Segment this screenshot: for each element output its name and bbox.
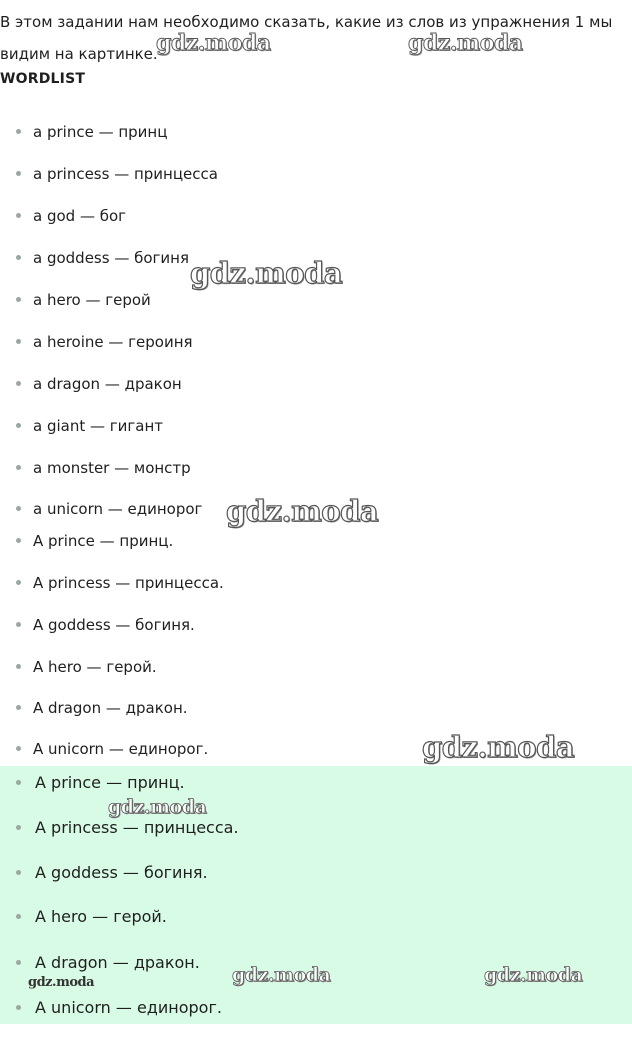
watermark: gdz.moda — [108, 796, 207, 818]
bullet-icon — [16, 870, 21, 875]
watermark: gdz.moda — [422, 730, 575, 764]
list-item — [16, 739, 208, 759]
list-item-text: A prince — принц. — [33, 532, 174, 550]
bullet-icon — [16, 506, 21, 511]
list-item — [16, 818, 239, 838]
list-item — [16, 773, 185, 793]
list-item-text: a hero — герой — [33, 291, 151, 309]
list-item-text: A unicorn — единорог. — [35, 998, 222, 1017]
list-item-text: A hero — герой. — [33, 658, 157, 676]
list-item — [16, 332, 193, 352]
list-item — [16, 998, 222, 1018]
list-item-text: a dragon — дракон — [33, 375, 182, 393]
list-item — [16, 953, 200, 973]
bullet-icon — [16, 213, 21, 218]
bullet-icon — [16, 825, 21, 830]
list-item — [16, 290, 151, 310]
list-item — [16, 863, 208, 883]
list-item — [16, 573, 224, 593]
bullet-icon — [16, 746, 21, 751]
list-item — [16, 248, 189, 268]
list-item — [16, 698, 188, 718]
list-item — [16, 531, 173, 551]
bullet-icon — [16, 622, 21, 627]
list-item-text: a goddess — богиня — [33, 249, 189, 267]
intro-text: В этом задании нам необходимо сказать, какие из слов из упражнения 1 мы видим на картинке. — [0, 13, 613, 63]
bullet-icon — [16, 171, 21, 176]
watermark: gdz.moda — [226, 494, 379, 528]
bullet-icon — [16, 914, 21, 919]
list-item-text: A goddess — богиня. — [33, 616, 195, 634]
list-item — [16, 907, 167, 927]
bullet-icon — [16, 465, 21, 470]
bullet-icon — [16, 129, 21, 134]
wordlist-heading: WORDLIST — [0, 71, 86, 87]
list-item-text: A prince — принц. — [35, 773, 185, 792]
list-item-text: A hero — герой. — [35, 907, 167, 926]
watermark: gdz.moda — [484, 964, 583, 986]
list-item — [16, 164, 218, 184]
list-item — [16, 122, 167, 142]
list-item-text: a giant — гигант — [33, 417, 164, 435]
list-item-text: A unicorn — единорог. — [33, 740, 209, 758]
bullet-icon — [16, 664, 21, 669]
list-item-text: A princess — принцесса. — [35, 818, 239, 837]
bullet-icon — [16, 255, 21, 260]
list-item — [16, 374, 182, 394]
list-item-text: A dragon — дракон. — [35, 953, 200, 972]
bullet-icon — [16, 960, 21, 965]
list-item-text: A princess — принцесса. — [33, 574, 224, 592]
watermark: gdz.moda — [190, 256, 343, 290]
list-item-text: a unicorn — единорог — [33, 500, 203, 518]
list-item-text: a god — бог — [33, 207, 127, 225]
watermark: gdz.moda — [408, 30, 523, 56]
bullet-icon — [16, 538, 21, 543]
bullet-icon — [16, 1005, 21, 1010]
list-item-text: A goddess — богиня. — [35, 863, 208, 882]
bullet-icon — [16, 780, 21, 785]
list-item — [16, 458, 191, 478]
bullet-icon — [16, 297, 21, 302]
list-item — [16, 499, 202, 519]
watermark: gdz.moda — [156, 30, 271, 56]
list-item — [16, 615, 195, 635]
list-item-text: a heroine — героиня — [33, 333, 193, 351]
list-item — [16, 416, 163, 436]
watermark: gdz.moda — [28, 975, 95, 990]
list-item-text: a monster — монстр — [33, 459, 191, 477]
bullet-icon — [16, 381, 21, 386]
bullet-icon — [16, 423, 21, 428]
list-item-text: A dragon — дракон. — [33, 699, 188, 717]
bullet-icon — [16, 580, 21, 585]
list-item — [16, 206, 126, 226]
list-item-text: a princess — принцесса — [33, 165, 218, 183]
bullet-icon — [16, 339, 21, 344]
bullet-icon — [16, 705, 21, 710]
watermark: gdz.moda — [232, 964, 331, 986]
list-item — [16, 657, 157, 677]
list-item-text: a prince — принц — [33, 123, 168, 141]
